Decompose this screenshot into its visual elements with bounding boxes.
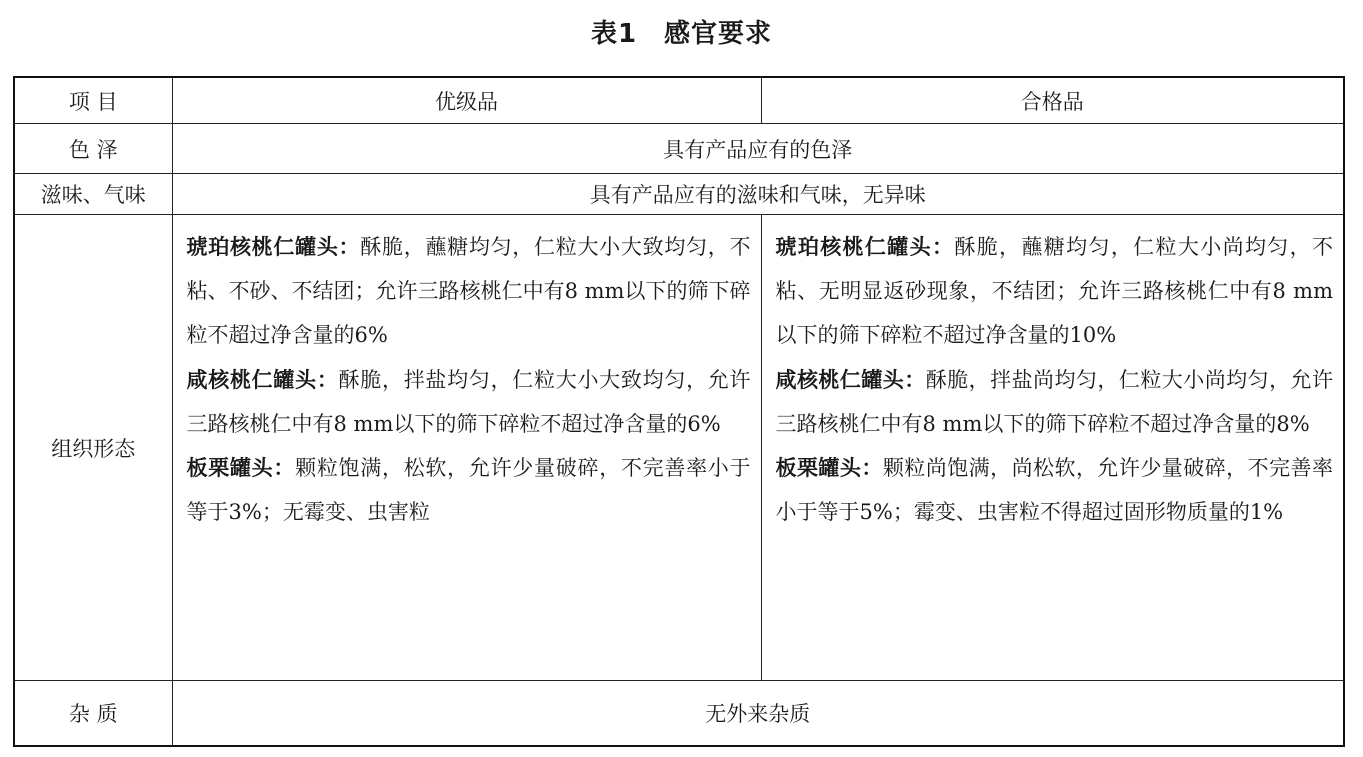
texture-premium-paragraph (187, 225, 751, 358)
header-qualified-grade: 合格品 (761, 77, 1344, 124)
row-taste (14, 174, 1344, 215)
product-requirement: 酥脆，拌盐均匀，仁粒大小大致均匀，允许三路核桃仁中有8 mm以下的筛下碎粒不超过净含量的6% (186, 367, 751, 436)
product-name: 板栗罐头： (186, 455, 296, 481)
row-texture (14, 215, 1344, 681)
header-premium-grade: 优级品 (172, 77, 761, 124)
table-caption: 表1 感官要求 (590, 19, 773, 49)
item-impurity: 杂 质 (14, 681, 172, 747)
product-requirement: 酥脆，拌盐尚均匀，仁粒大小尚均匀，允许三路核桃仁中有8 mm以下的筛下碎粒不超过净含量的8% (775, 367, 1334, 436)
product-name: 琥珀核桃仁罐头： (186, 234, 361, 259)
product-name: 琥珀核桃仁罐头： (775, 234, 955, 259)
texture-qualified-cell (761, 215, 1344, 681)
texture-qualified-paragraph (776, 358, 1334, 446)
table-header-row (14, 77, 1344, 124)
item-taste: 滋味、气味 (14, 174, 172, 215)
header-item: 项 目 (14, 77, 172, 124)
product-name: 板栗罐头： (775, 455, 883, 481)
texture-premium-paragraph (187, 358, 751, 446)
product-requirement: 颗粒饱满，松软，允许少量破碎，不完善率小于等于3%；无霉变、虫害粒 (186, 456, 751, 525)
value-impurity: 无外来杂质 (172, 681, 1344, 747)
texture-qualified-paragraph (776, 446, 1334, 534)
sensory-requirements-table (13, 76, 1345, 747)
product-requirement: 颗粒尚饱满，尚松软，允许少量破碎，不完善率小于等于5%；霉变、虫害粒不得超过固形物质量的1% (775, 456, 1334, 525)
item-texture: 组织形态 (14, 215, 172, 681)
texture-premium-paragraph (187, 446, 751, 534)
row-color (14, 124, 1344, 174)
product-requirement: 酥脆，蘸糖均匀，仁粒大小大致均匀，不粘、不砂、不结团；允许三路核桃仁中有8 mm以下的筛下碎粒不超过净含量的6% (186, 235, 751, 348)
value-color: 具有产品应有的色泽 (172, 124, 1344, 174)
product-requirement: 酥脆，蘸糖均匀，仁粒大小尚均匀，不粘、无明显返砂现象，不结团；允许三路核桃仁中有8 mm以下的筛下碎粒不超过净含量的10% (775, 235, 1334, 348)
texture-premium-cell (172, 215, 761, 681)
value-taste: 具有产品应有的滋味和气味，无异味 (172, 174, 1344, 215)
row-impurity (14, 681, 1344, 747)
texture-qualified-paragraph (776, 225, 1334, 358)
product-name: 咸核桃仁罐头： (775, 366, 926, 392)
product-name: 咸核桃仁罐头： (186, 366, 339, 392)
item-color: 色 泽 (14, 124, 172, 174)
